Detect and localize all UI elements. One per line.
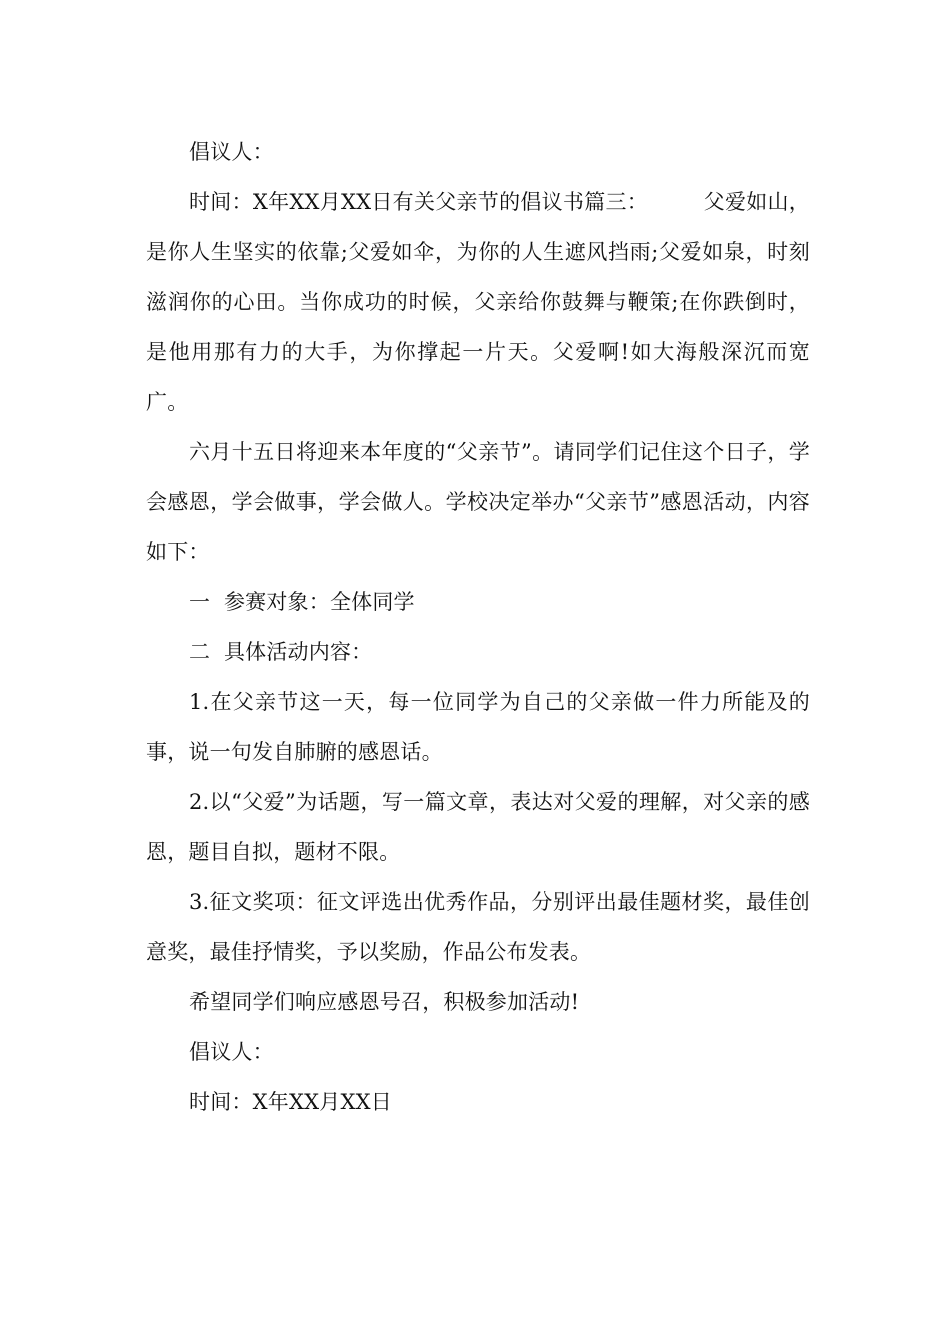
initiator-label: 倡议人： [189,140,274,164]
closing-appeal: 希望同学们响应感恩号召，积极参加活动! [189,990,580,1014]
date-line: 时间：X年XX月XX日 [189,1090,392,1114]
participants-item: 一 参赛对象：全体同学 [189,590,415,614]
document-body [146,127,810,1127]
activity-item-1: 1.在父亲节这一天，每一位同学为自己的父亲做一件力所能及的事，说一句发自肺腑的感恩话。 [146,690,810,764]
initiator-label-2: 倡议人： [189,1040,274,1064]
activity-item-2: 2.以“父爱”为话题，写一篇文章，表达对父爱的理解，对父亲的感恩，题目自拟，题材不限。 [146,790,810,864]
activity-item-3: 3.征文奖项：征文评选出优秀作品，分别评出最佳题材奖，最佳创意奖，最佳抒情奖，予以奖励，作品公布发表。 [146,890,810,964]
announcement-paragraph: 六月十五日将迎来本年度的“父亲节”。请同学们记住这个日子，学会感恩，学会做事，学会做人。学校决定举办“父亲节”感恩活动，内容如下： [146,440,810,564]
activity-content-heading: 二 具体活动内容： [189,640,373,664]
intro-paragraph: 时间：X年XX月XX日有关父亲节的倡议书篇三： 父爱如山，是你人生坚实的依靠;父爱如伞，为你的人生遮风挡雨;父爱如泉，时刻滋润你的心田。当你成功的时候，父亲给你鼓舞与鞭策;在你跌倒时，是他用那有力的大手，为你撑起一片天。父爱啊!如大海般深沉而宽广。 [146,190,810,414]
